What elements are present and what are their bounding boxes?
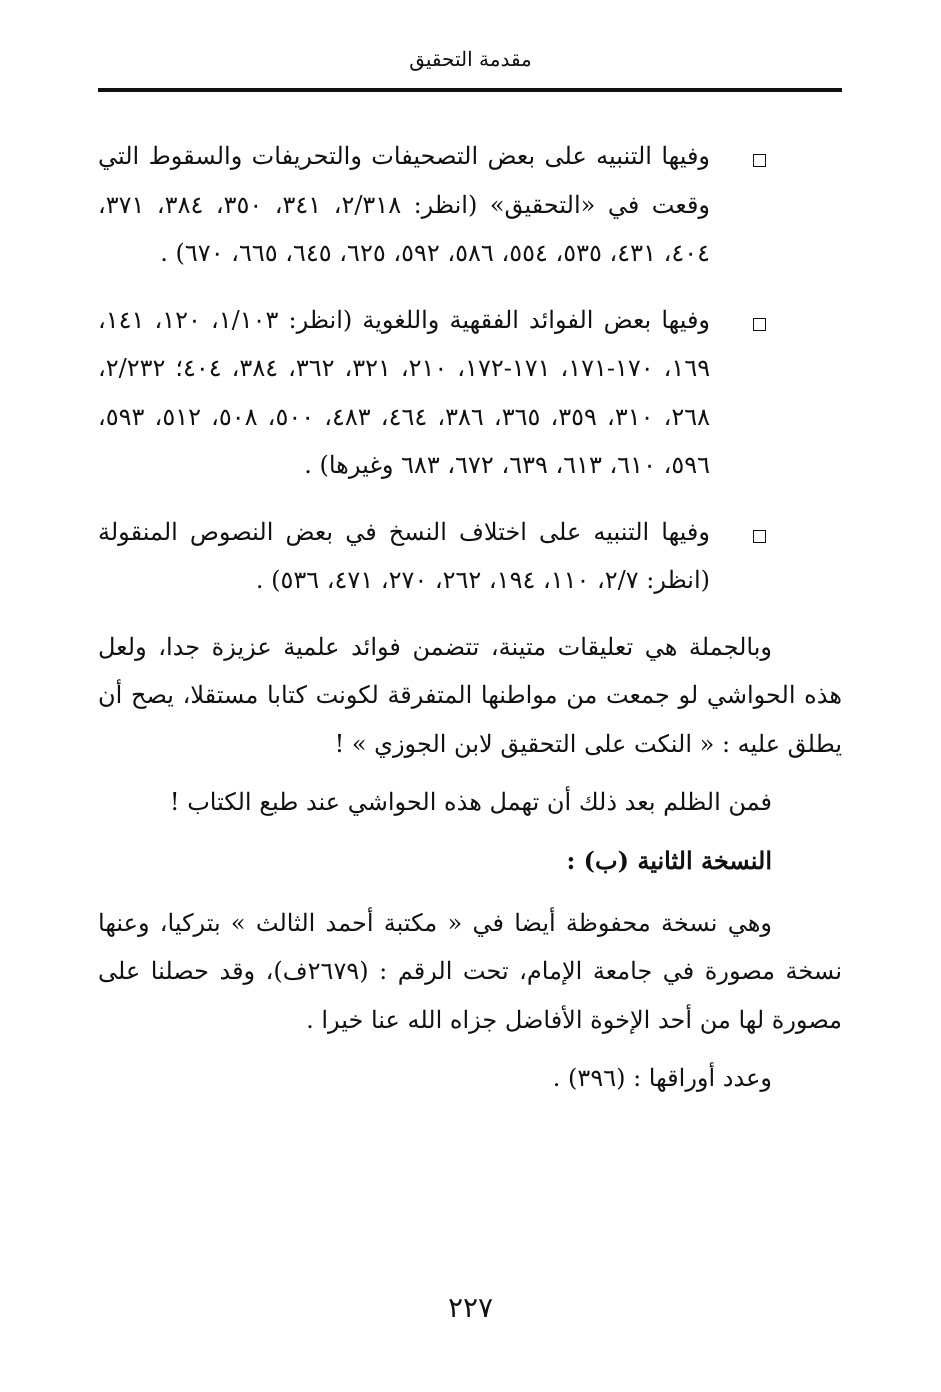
body-paragraph: فمن الظلم بعد ذلك أن تهمل هذه الحواشي عند طبع الكتاب !	[169, 788, 772, 816]
section-heading: النسخة الثانية (ب) :	[566, 845, 772, 875]
bullet-item	[98, 508, 842, 605]
bullet-item	[98, 132, 842, 278]
bullet-text: وفيها بعض الفوائد الفقهية واللغوية (انظر: ١/١٠٣، ١٢٠، ١٤١، ١٦٩، ١٧٠-١٧١، ١٧١-١٧٢، ٢١٠، ٣٢١، ٣٦٢، ٣٨٤، ٤٠٤؛ ٢/٢٣٢، ٢٦٨، ٣١٠، ٣٥٩، ٣٦٥، ٣٨٦، ٤٦٤، ٤٨٣، ٥٠٠، ٥٠٨، ٥١٢، ٥٩٣، ٥٩٦، ٦١٠، ٦١٣، ٦٣٩، ٦٧٢، ٦٨٣ وغيرها) .	[98, 305, 711, 479]
header-rule	[98, 88, 842, 92]
running-header: مقدمة التحقيق	[409, 47, 532, 71]
body-paragraph: وهي نسخة محفوظة أيضا في « مكتبة أحمد الثالث » بتركيا، وعنها نسخة مصورة في جامعة الإمام، تحت الرقم : (٢٦٧٩ف)، وقد حصلنا على مصورة لها من أحد الإخوة الأفاضل جزاه الله عنا خيرا .	[98, 908, 843, 1034]
bullet-item	[98, 296, 842, 490]
square-bullet-icon	[753, 530, 766, 543]
square-bullet-icon	[753, 318, 766, 331]
square-bullet-icon	[753, 154, 766, 167]
page-number: ٢٢٧	[447, 1291, 494, 1324]
page-body	[98, 132, 842, 1113]
body-paragraph: وبالجملة هي تعليقات متينة، تتضمن فوائد علمية عزيزة جدا، ولعل هذه الحواشي لو جمعت من مواطنها المتفرقة لكونت كتابا مستقلا، يصح أن يطلق عليه : « النكت على التحقيق لابن الجوزي » !	[98, 632, 842, 758]
bullet-text: وفيها التنبيه على بعض التصحيفات والتحريفات والسقوط التي وقعت في «التحقيق» (انظر: ٢/٣١٨، ٣٤١، ٣٥٠، ٣٨٤، ٣٧١، ٤٠٤، ٤٣١، ٥٣٥، ٥٥٤، ٥٨٦، ٥٩٢، ٦٢٥، ٦٤٥، ٦٦٥، ٦٧٠) .	[98, 142, 710, 267]
bullet-text: وفيها التنبيه على اختلاف النسخ في بعض النصوص المنقولة (انظر: ٢/٧، ١١٠، ١٩٤، ٢٦٢، ٢٧٠، ٤٧١، ٥٣٦) .	[98, 517, 710, 594]
body-paragraph: وعدد أوراقها : (٣٩٦) .	[552, 1064, 772, 1092]
